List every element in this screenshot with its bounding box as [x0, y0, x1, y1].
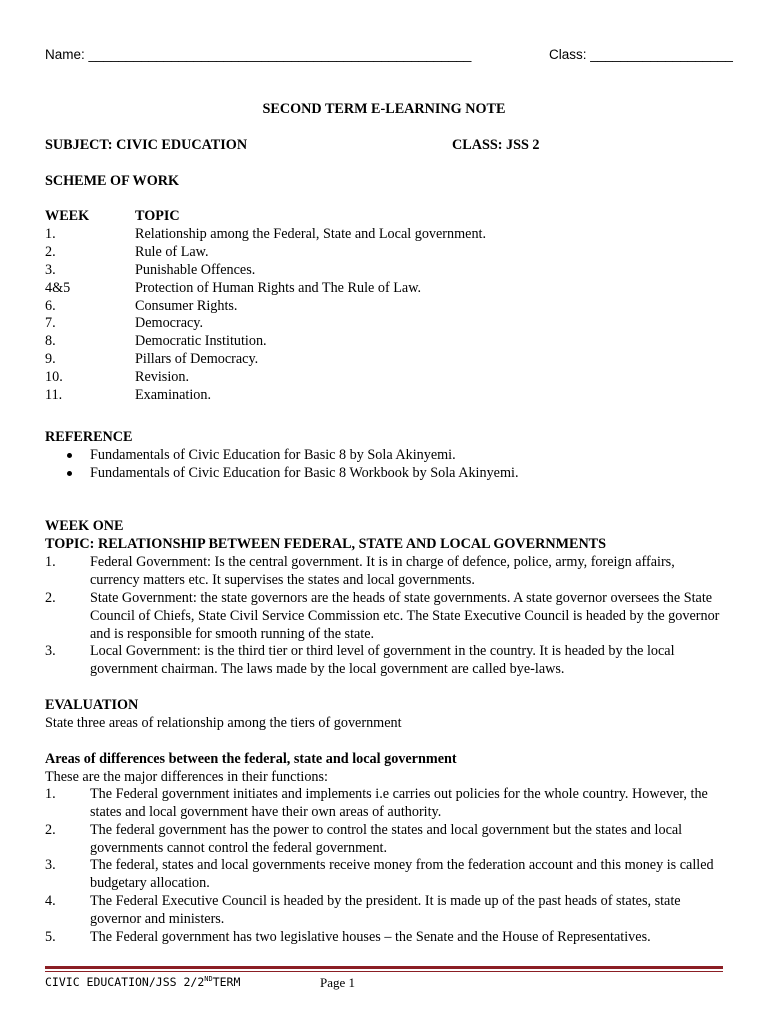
scheme-heading: SCHEME OF WORK — [45, 173, 180, 189]
item-number: 1. — [45, 786, 56, 802]
scheme-week: 1. — [45, 226, 56, 242]
scheme-topic: Revision. — [135, 369, 189, 385]
item-number: 4. — [45, 893, 56, 909]
footer-page-number: Page 1 — [320, 975, 356, 990]
scheme-header-row — [45, 208, 725, 226]
item-number: 2. — [45, 822, 56, 838]
scheme-topic: Rule of Law. — [135, 244, 209, 260]
scheme-week: 10. — [45, 369, 63, 385]
item-text: The federal, states and local governments receive money from the federation account and this money is called budgetary allocation. — [90, 857, 714, 891]
scheme-row — [45, 262, 725, 280]
scheme-row — [45, 333, 725, 351]
week-column-header: WEEK — [45, 208, 90, 224]
scheme-row — [45, 280, 725, 298]
item-number: 5. — [45, 929, 56, 945]
scheme-week: 11. — [45, 387, 63, 403]
scheme-topic: Democracy. — [135, 315, 204, 331]
footer-course-prefix: CIVIC EDUCATION/JSS 2/2 — [45, 975, 205, 989]
scheme-topic: Relationship among the Federal, State and Local government. — [135, 226, 487, 242]
evaluation-text: State three areas of relationship among the tiers of government — [45, 715, 402, 731]
page-title: SECOND TERM E-LEARNING NOTE — [262, 101, 506, 117]
scheme-topic: Pillars of Democracy. — [135, 351, 259, 367]
footer-course — [45, 975, 240, 989]
scheme-week: 2. — [45, 244, 56, 260]
class-field — [549, 47, 733, 62]
bullet-icon — [67, 471, 72, 476]
name-blank: ___________________________________________________ — [88, 47, 472, 62]
scheme-topic: Punishable Offences. — [135, 262, 256, 278]
name-field — [45, 47, 471, 62]
class-label: Class: — [549, 47, 591, 62]
item-text: The federal government has the power to control the states and local government but the states and local governments cannot control the federal government. — [90, 822, 683, 856]
scheme-row — [45, 244, 725, 262]
scheme-week: 8. — [45, 333, 56, 349]
item-text: State Government: the state governors are the heads of state governments. A state governor oversees the State Council of Chiefs, State Civil Service Commission etc. The State Executive Council is headed by the governor and is responsible for smooth running of the state. — [90, 590, 720, 642]
scheme-row — [45, 226, 725, 244]
reference-text: Fundamentals of Civic Education for Basic 8 Workbook by Sola Akinyemi. — [90, 465, 519, 481]
scheme-week: 9. — [45, 351, 56, 367]
item-text: The Federal Executive Council is headed by the president. It is made up of the past heads of states, state governor and ministers. — [90, 893, 681, 927]
class-blank: ___________________ — [590, 47, 733, 62]
reference-item — [45, 447, 725, 465]
week-one-topic: TOPIC: RELATIONSHIP BETWEEN FEDERAL, STATE AND LOCAL GOVERNMENTS — [45, 536, 607, 552]
scheme-week: 6. — [45, 298, 56, 314]
item-number: 3. — [45, 643, 56, 659]
scheme-row — [45, 369, 725, 387]
reference-heading: REFERENCE — [45, 429, 133, 445]
footer-rule-thin — [45, 971, 723, 972]
scheme-week: 4&5 — [45, 280, 71, 296]
subject-line: SUBJECT: CIVIC EDUCATION — [45, 137, 248, 153]
differences-heading: Areas of differences between the federal, state and local government — [45, 751, 457, 767]
class-line: CLASS: JSS 2 — [452, 137, 540, 153]
item-text: Local Government: is the third tier or third level of government in the country. It is headed by the local government chairman. The laws made by the local government are called bye-laws. — [90, 643, 675, 677]
item-text: The Federal government initiates and implements i.e carries out policies for the whole country. However, the states and local government have their own areas of authority. — [90, 786, 708, 820]
scheme-week: 3. — [45, 262, 56, 278]
reference-item — [45, 465, 725, 483]
scheme-week: 7. — [45, 315, 56, 331]
item-text: Federal Government: Is the central government. It is in charge of defence, police, army, foreign affairs, currency matters etc. It supervises the states and local governments. — [90, 554, 675, 588]
scheme-topic: Democratic Institution. — [135, 333, 267, 349]
item-text: The Federal government has two legislative houses – the Senate and the House of Representatives. — [90, 929, 651, 945]
reference-text: Fundamentals of Civic Education for Basic 8 by Sola Akinyemi. — [90, 447, 456, 463]
name-label: Name: — [45, 47, 89, 62]
scheme-topic: Consumer Rights. — [135, 298, 238, 314]
item-number: 3. — [45, 857, 56, 873]
footer-rule-thick — [45, 966, 723, 969]
footer-course-suffix: TERM — [212, 975, 241, 989]
scheme-topic: Protection of Human Rights and The Rule of Law. — [135, 280, 422, 296]
differences-intro: These are the major differences in their functions: — [45, 769, 328, 785]
week-one-heading: WEEK ONE — [45, 518, 124, 534]
scheme-row — [45, 298, 725, 316]
scheme-topic: Examination. — [135, 387, 212, 403]
evaluation-heading: EVALUATION — [45, 697, 139, 713]
scheme-row — [45, 387, 725, 405]
bullet-icon — [67, 453, 72, 458]
item-number: 2. — [45, 590, 56, 606]
scheme-row — [45, 315, 725, 333]
topic-column-header: TOPIC — [135, 208, 180, 224]
item-number: 1. — [45, 554, 56, 570]
footer-sup: ND — [204, 975, 213, 984]
scheme-row — [45, 351, 725, 369]
